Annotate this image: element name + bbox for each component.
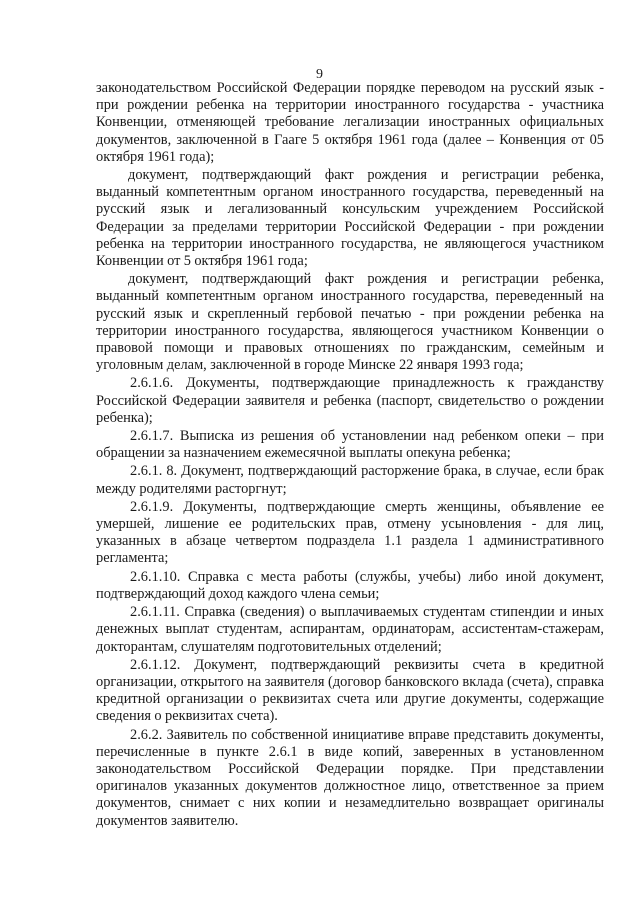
document-body xyxy=(96,80,604,831)
paragraph-2-6-1-11: 2.6.1.11. Справка (сведения) о выплачиваемых студентам стипендии и иных денежных выплат студентам, аспирантам, ординаторам, ассистентам-стажерам, докторантам, слушателям подготовительных отделений; xyxy=(96,604,604,655)
paragraph-2-6-2: 2.6.2. Заявитель по собственной инициативе вправе представить документы, перечисленные в пункте 2.6.1 в виде копий, заверенных в установленном законодательством Российской Федерации порядке. При представлении оригиналов указанных документов должностное лицо, ответственное за прием документов, снимает с них копии и незамедлительно возвращает оригиналы документов заявителю. xyxy=(96,726,604,829)
paragraph-birth-doc-consular: документ, подтверждающий факт рождения и регистрации ребенка, выданный компетентным органом иностранного государства, переведенный на русский язык и легализованный консульским учреждением Российской Федерации за пределами территории Российской Федерации - при рождении ребенка на территории иностранного государства, не являющегося участником Конвенции от 5 октября 1961 года; xyxy=(96,167,604,270)
paragraph-2-6-1-12: 2.6.1.12. Документ, подтверждающий реквизиты счета в кредитной организации, открытого на заявителя (договор банковского вклада (счета), справка кредитной организации о реквизитах счета или другие документы, содержащие сведения о реквизитах счета). xyxy=(96,656,604,725)
paragraph-2-6-1-9: 2.6.1.9. Документы, подтверждающие смерть женщины, объявление ее умершей, лишение ее родительских прав, отмену усыновления - для лиц, указанных в абзаце четвертом подраздела 1.1 раздела 1 административного регламента; xyxy=(96,498,604,567)
paragraph-2-6-1-6: 2.6.1.6. Документы, подтверждающие принадлежность к гражданству Российской Федерации заявителя и ребенка (паспорт, свидетельство о рождении ребенка); xyxy=(96,375,604,426)
paragraph-2-6-1-10: 2.6.1.10. Справка с места работы (службы, учебы) либо иной документ, подтверждающий доход каждого члена семьи; xyxy=(96,568,604,602)
page-number: 9 xyxy=(316,67,323,82)
paragraph-2-6-1-8: 2.6.1. 8. Документ, подтверждающий расторжение брака, в случае, если брак между родителями расторгнут; xyxy=(96,463,604,497)
paragraph-law-convention-hague: законодательством Российской Федерации порядке переводом на русский язык - при рождении ребенка на территории иностранного государства - участника Конвенции, отменяющей требование легализации иностранных официальных документов, заключенной в Гааге 5 октября 1961 года (далее – Конвенция от 05 октября 1961 года); xyxy=(96,80,604,165)
paragraph-birth-doc-minsk: документ, подтверждающий факт рождения и регистрации ребенка, выданный компетентным органом иностранного государства, переведенный на русский язык и скрепленный гербовой печатью - при рождении ребенка на территории иностранного государства, являющегося участником Конвенции о правовой помощи и правовых отношениях по гражданским, семейным и уголовным делам, заключенной в городе Минске 22 января 1993 года; xyxy=(96,271,604,374)
paragraph-2-6-1-7: 2.6.1.7. Выписка из решения об установлении над ребенком опеки – при обращении за назначением ежемесячной выплаты опекуна ребенка; xyxy=(96,428,604,462)
